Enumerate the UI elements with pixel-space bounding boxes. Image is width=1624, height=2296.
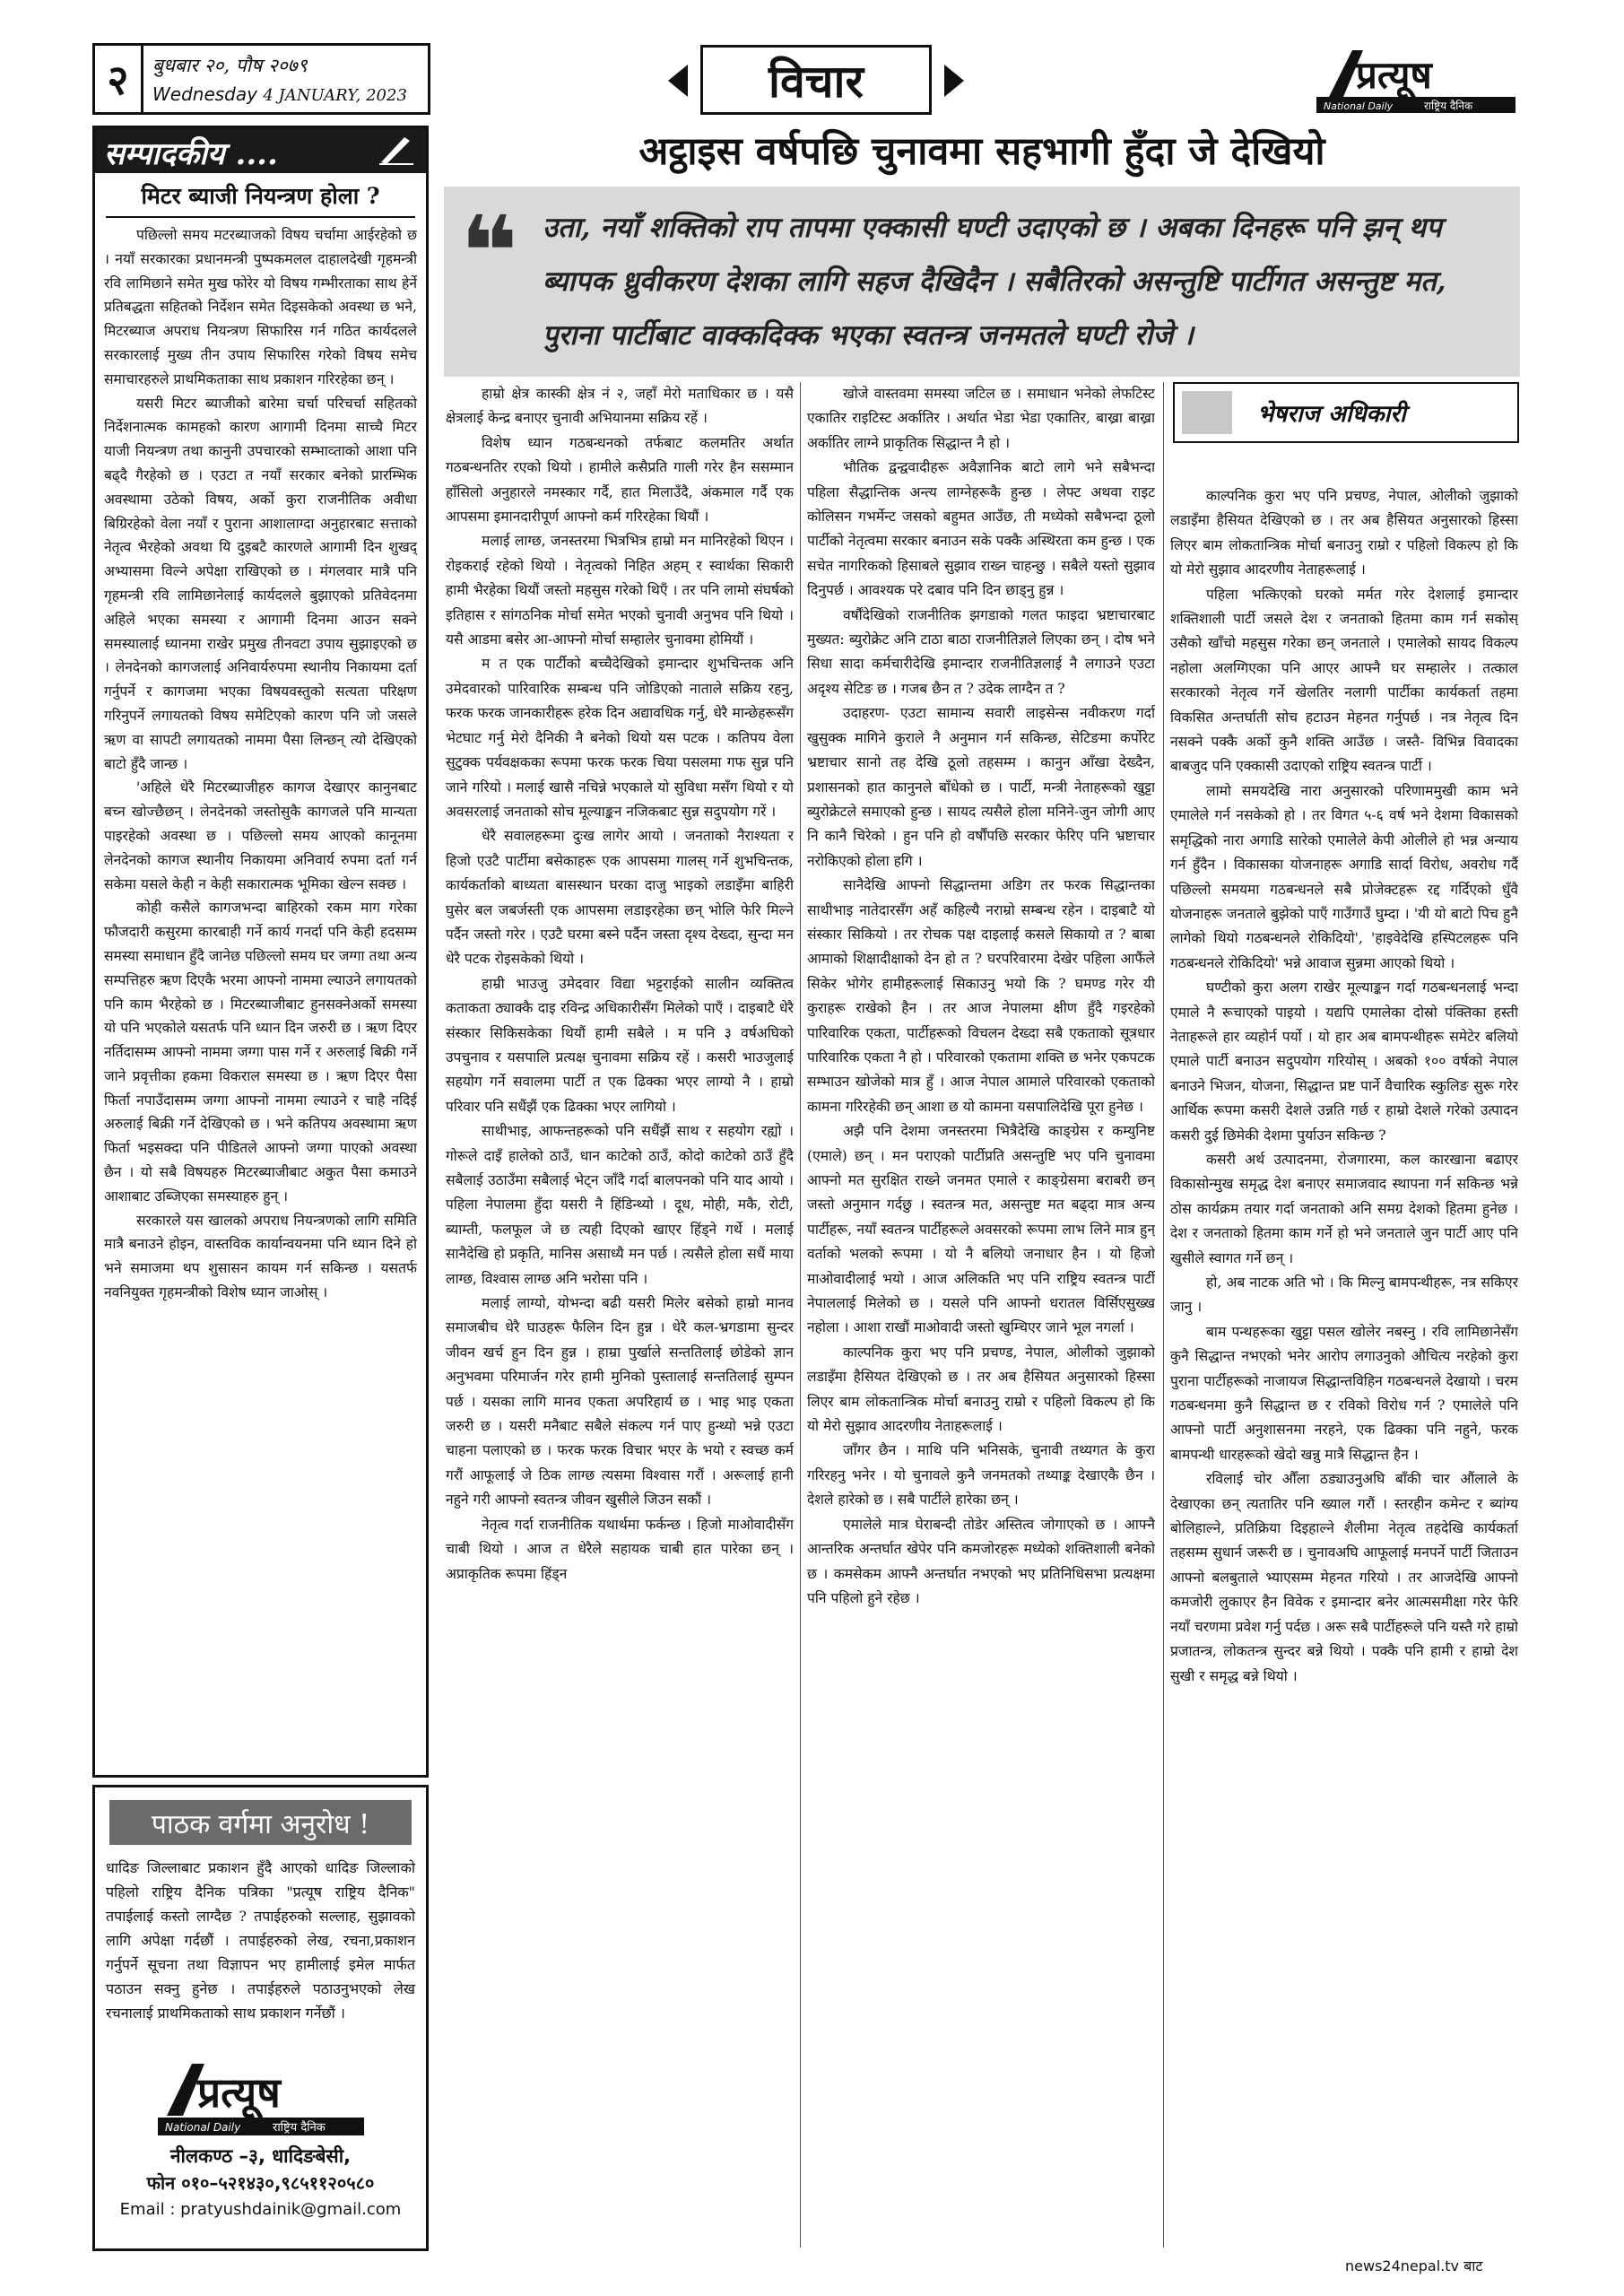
paragraph: मलाई लाग्छ, जनस्तरमा भित्रभित्र हाम्रो मन मानिरहेको थिएन । रोइकराई रहेको थियो । नेतृत्वको निहित अहम् र स्वार्थका सिकारी हामी भैरहेका थियौं जस्तो महसुस गरेको थिएँ । तर पनि लामो संघर्षको इतिहास र सांगठनिक मोर्चा समेत भएको चुनावी अनुभव पनि थियो । यसै आडमा बसेर आ-आफ्नो मोर्चा सम्हालेर चुनावमा होमियौं ।	[446, 533, 794, 648]
address: नीलकण्ठ –३, धादिङबेसी,	[169, 2145, 352, 2167]
article-column-2	[807, 382, 1155, 2248]
paragraph: खोजे वास्तवमा समस्या जटिल छ । समाधान भनेको लेफटिस्ट एकातिर राइटिस्ट अर्कातिर । अर्थात भेडा भेडा एकातिर, बाख्रा बाख्रा अर्कातिर लाग्ने प्राकृतिक सिद्धान्त नै हो ।	[807, 386, 1155, 451]
contact-info	[104, 2143, 417, 2223]
paragraph: हाम्री भाउजु उमेदवार विद्या भट्टराईको सालीन व्यक्तित्व कताकता ठ्याक्कै दाइ रविन्द्र अधिकारीसँग मिलेको पाएँ । दाइबाटै धेरै संस्कार सिकिसकेका थियौं हामी सबैले । म पनि ३ वर्षअघिको उपचुनाव र यसपालि प्रत्यक्ष चुनावमा सक्रिय रहें । कसरी भाउजुलाई सहयोग गर्ने सवालमा पार्टी त एक ढिक्का भएर लाग्यो नै । हाम्रो परिवार पनि सधैंझैं एक ढिक्का भएर लागियो ।	[446, 975, 794, 1115]
paragraph: मलाई लाग्यो, योभन्दा बढी यसरी मिलेर बसेको हाम्रो मानव समाजबीच धेरै घाउहरू फैलिन दिन हुन्न । धेरै कल-भ्रगडामा सुन्दर जीवन खर्च हुन दिन हुन्न । हाम्रा पुर्खाले सन्ततिलाई छोडेको ज्ञान अनुभवमा परिमार्जन गरेर हामी मुनिको पुस्तालाई सन्ततिलाई सुम्पन पर्छ । यसका लागि मानव एकता अपरिहार्य छ । भाइ भाइ एकता जरुरी छ । यसरी मनैबाट सबैले संकल्प गर्न पाए हुन्थ्यो भन्ने एउटा चाहना पलाएको छ । फरक फरक विचार भएर के भयो र स्वच्छ कर्म गरौं आफूलाई जे ठिक लाग्छ त्यसमा विश्वास गरौं । अरूलाई हानी नहुने गरी आफ्नो स्वतन्त्र जीवन खुसीले जिउन सकौं ।	[446, 1295, 794, 1509]
logo-name: प्रत्यूष	[1356, 53, 1432, 97]
phone: फोन ०१०–५२१४३०,९८५११२०५८०	[146, 2172, 375, 2194]
logo-tag-en: National Daily	[1324, 100, 1394, 112]
editorial-heading	[95, 128, 426, 173]
author-photo	[1182, 391, 1232, 434]
column-divider	[800, 382, 801, 2248]
section-title: विचार	[700, 45, 932, 115]
paragraph: पछिल्लो समय मटरब्याजको विषय चर्चामा आईरहेको छ । नयाँ सरकारका प्रधानमन्त्री पुष्पकमलल दाहालदेखी गृहमन्त्री रवि लामिछाने समेत मुख फोरेर यो विषय गम्भीरताका साथ हेर्ने प्रतिबद्धता सहितको निर्देशन समेत दिइसकेको अवस्था छ भने, मिटरब्याज अपराध नियन्त्रण सिफारिस गर्न गठित कार्यदलले सरकारलाई मुख्य तीन उपाय सिफारिस गरेको विषय समेच समाचारहरुले प्राथमिकताका साथ प्रकाशन गरिरहेका छन् ।	[104, 227, 417, 387]
paragraph: हो, अब नाटक अति भो । कि मिल्नु बामपन्थीहरू, नत्र सकिएर जानु ।	[1170, 1274, 1518, 1316]
paragraph: सानैदेखि आफ्नो सिद्धान्तमा अडिग तर फरक सिद्धान्तका साथीभाइ नातेदारसँग अहँ कहिल्यै नराम्रो सम्बन्ध रहेन । दाइबाटै यो संस्कार सिकियो । तर रोचक पक्ष दाइलाई कसले सिकायो त ? बाबा आमाको शिक्षादीक्षाको देन हो त ? घरपरिवारमा देखेर पहिला आफैंले सिकेर भोगेर हामीहरूलाई सिकाउनु भयो कि ? घमण्ड गरेर यी कुराहरू राखेको हैन । तर आज नेपालमा क्षीण हुँदै गइरहेको पारिवारिक एकता, पार्टीहरूको विचलन देख्दा सबै एकताको सूत्रधार पारिवारिक एकता नै हो । परिवारको एकतामा शक्ति छ भनेर एकपटक सम्भाउन खोजेको मात्र हुँ । आज नेपाल आमाले परिवारको एकताको कामना गरिरहेकी छन् आशा छ यो कामना यसपालिदेखि पूरा हुनेछ ।	[807, 877, 1155, 1115]
quote-icon: ❝	[460, 195, 518, 309]
paragraph: धेरै सवालहरूमा दुःख लागेर आयो । जनताको नैराश्यता र हिजो एउटै पार्टीमा बसेकाहरू एक आपसमा गालस् गर्ने शुभचिन्तक, कार्यकर्ताको बाध्यता बासस्थान घरका दाजु भाइको लडाइँमा बाहिरी घुसेर बल जबर्जस्ती एक आपसमा लडाइरहेका छन् भोलि फेरि मिल्ने पर्दैन जस्तो गरेर । एउटै घरमा बस्ने पर्दैन जस्ता दृश्य देख्दा, सुन्दा मन धेरै पटक रोइसकेको थियो ।	[446, 828, 794, 968]
reader-request-heading: पाठक वर्गमा अनुरोध !	[109, 1800, 412, 1845]
paragraph: काल्पनिक कुरा भए पनि प्रचण्ड, नेपाल, ओलीको जुझाको लडाइँमा हैसियत देखिएको छ । तर अब हैसियत अनुसारको हिस्सा लिएर बाम लोकतान्त्रिक मोर्चा बनाउनु राम्रो र पहिलो विकल्प हो कि यो मेरो सुझाव आदरणीय नेताहरूलाई ।	[807, 1344, 1155, 1435]
section-header	[668, 45, 964, 115]
paragraph: नेतृत्व गर्दा राजनीतिक यथार्थमा फर्कन्छ । हिजो माओवादीसँग चाबी थियो । आज त धेरैले सहायक चाबी हात पारेका छन् । अप्राकृतिक रूपमा हिंड्न	[446, 1516, 794, 1582]
author-byline	[1173, 382, 1519, 443]
weekday: Wednesday	[152, 83, 257, 105]
date-english	[152, 80, 419, 110]
pull-quote	[444, 187, 1520, 377]
email-link[interactable]: Email : pratyushdainik@gmail.com	[119, 2200, 402, 2219]
editorial-heading-text: सम्पादकीय ....	[104, 136, 278, 172]
date-en-value: 4 JANUARY, 2023	[263, 86, 407, 105]
reader-request-text: धादिङ जिल्लाबाट प्रकाशन हुँदै आएको धादिङ जिल्लाको पहिलो राष्ट्रिय दैनिक पत्रिका "प्रत्यूष राष्ट्रिय दैनिक" तपाईलाई कस्तो लाग्दैछ ? तपाईहरुको सल्लाह, सुझावको लागि अपेक्षा गर्दछौं । तपाईहरुको लेख, रचना,प्रकाशन गर्नुपर्ने सूचना तथा विज्ञापन भए हामीलाई इमेल मार्फत पठाउन सक्नु हुनेछ । तपाईहरुले पठाउनुभएको लेख रचनालाई प्राथमिकताको साथ प्रकाशन गर्नेछौं ।	[106, 1859, 415, 2022]
paragraph: कोही कसैले कागजभन्दा बाहिरको रकम माग गरेका फौजदारी कसुरमा कारबाही गर्ने कार्य गनर्दा पनि केही हदसम्म समस्या समाधान हुँदै जानेछ पछिल्लो समय घर जग्गा तथा अन्य सम्पत्तिहरु ऋण दिएकै भरमा आफ्नो नाममा ल्याउने लगायतको पनि काम भैरहेको छ । मिटरब्याजीबाट हुनसक्नेअर्को समस्या यो पनि भएकोले यसतर्फ पनि ध्यान दिन जरुरी छ । ऋण दिएर नर्तिदासम्म आफ्नो नाममा जग्गा पास गर्ने र अरुलाई बिक्री गर्ने जाने प्रवृत्तीका हकमा विकराल समस्या छ । ऋण दिएर पैसा फिर्ता नपाउँदासम्म जग्गा आफ्नो नाममा ल्याउने र चाहै नदिई अरुलाई बिक्री गर्ने देखिएको छ । भने कतिपय अवस्थामा ऋण फिर्ता भइसक्दा पनि पीडितले आफ्नो जग्गा पाएको अवस्था छैन । यो सबै विषयहरु मिटरब्याजीबाट अकुत पैसा कमाउने आशाबाट उब्जिएका समस्याहरु हुन् ।	[104, 900, 417, 1205]
paragraph: उदाहरण- एउटा सामान्य सवारी लाइसेन्स नवीकरण गर्दा खुसुक्क मागिने कुराले नै अनुमान गर्न सकिन्छ, सेटिङमा कर्पोरेट भ्रष्टाचार सानो तह देखि ठूलो तहसम्म । कानुन आँखा देख्दैन, प्रशासनको हात कानुनले बाँधेको छ । पार्टी, मन्त्री नेताहरूको खुट्टा ब्युरोक्रेटले समाएको हुन्छ । सायद त्यसैले होला मनिने-जुन जोगी आए नि कानै चिरेको । हुन पनि हो वर्षौंपछि सरकार फेरिए पनि भ्रष्टाचार नरोकिएको होला हगि ।	[807, 705, 1155, 869]
logo-name: प्रत्यूष	[197, 2068, 281, 2117]
editorial-column	[92, 126, 429, 1778]
logo-tag-np: राष्ट्रिय दैनिक	[273, 2121, 326, 2135]
logo-tag-en: National Daily	[165, 2121, 241, 2134]
left-arrow-icon	[668, 65, 688, 97]
paragraph: एमालेले मात्र घेराबन्दी तोडेर अस्तित्व जोगाएको छ । आफ्नै आन्तरिक अन्तर्घात खेपेर पनि कमजोरहरू मध्येको शक्तिशाली बनेको छ । कमसेकम आफ्नै अन्तर्घात नभएको भए प्रतिनिधिसभा प्रत्यक्षमा पनि पहिलो हुने रहेछ ।	[807, 1516, 1155, 1606]
paragraph: बाम पन्थहरूका खुट्टा पसल खोलेर नबस्नु । रवि लामिछानेसँग कुनै सिद्धान्त नभएको भनेर आरोप लगाउनुको औचित्य नरहेको कुरा पुराना पार्टीहरूको नाजायज सिद्धान्तविहिन गठबन्धनले देखायो । चरम गठबन्धनमा कुनै सिद्धान्त छ र रविको विरोध गर्न ? एमालेले पनि आफ्नो पार्टी अनुशासनमा नरहने, एक ढिक्का पनि नहुने, फरक बामपन्थी धारहरूको खेदो खन्नु मात्रै सिद्धान्त हैन ।	[1170, 1323, 1518, 1463]
paragraph: घण्टीको कुरा अलग राखेर मूल्याङ्कन गर्दा गठबन्धनलाई भन्दा एमाले नै रूचाएको पाइयो । यद्यपि एमालेका दोस्रो पंक्तिका हस्ती नेताहरूले हार व्यहोर्न पर्यो । यो हार अब बामपन्थीहरू समेटेर बलियो एमाले पार्टी बनाउन सदुपयोग गरियोस् । अबको १०० वर्षको नेपाल बनाउने भिजन, योजना, सिद्धान्त प्रष्ट पार्ने वैचारिक स्कुलिङ सुरू गरेर आर्थिक रूपमा कसरी देशले उन्नति गर्छ र हाम्रो देशले गरेको उत्पादन कसरी दुई छिमेकी देशमा पुर्याउन सकिन्छ ?	[1170, 979, 1518, 1144]
paragraph: हाम्रो क्षेत्र कास्की क्षेत्र नं २, जहाँ मेरो मताधिकार छ । यसै क्षेत्रलाई केन्द्र बनाएर चुनावी अभियानमा सक्रिय रहें ।	[446, 386, 794, 427]
pratyush-logo	[1316, 43, 1515, 115]
date-box	[143, 43, 430, 115]
article-headline: अट्ठाइस वर्षपछि चुनावमा सहभागी हुँदा जे देखियो	[638, 129, 1325, 174]
page-number: २	[92, 43, 143, 115]
author-name: भेषराज अधिकारी	[1257, 401, 1406, 428]
paragraph: कसरी अर्थ उत्पादनमा, रोजगारमा, कल कारखाना बढाएर विकासोन्मुख समृद्ध देश बनाएर समाजवाद स्थापना गर्न सकिन्छ भन्ने ठोस कार्यक्रम तयार गर्दा जनताको अनि समग्र देशको हितमा हुनेछ । देश र जनताको हितमा काम गर्ने हो भने जनताले जुन पार्टी आए पनि खुसीले स्वागत गर्ने छन् ।	[1170, 1151, 1518, 1266]
paragraph: काल्पनिक कुरा भए पनि प्रचण्ड, नेपाल, ओलीको जुझाको लडाइँमा हैसियत देखिएको छ । तर अब हैसियत अनुसारको हिस्सा लिएर बाम लोकतान्त्रिक मोर्चा बनाउनु राम्रो र पहिलो विकल्प हो कि यो मेरो सुझाव आदरणीय नेताहरूलाई ।	[1170, 488, 1518, 578]
paragraph: म त एक पार्टीको बच्चैदेखिको इमान्दार शुभचिन्तक अनि उमेदवारको पारिवारिक सम्बन्ध पनि जोडिएको नाताले सक्रिय रहनु, फरक फरक जानकारीहरू हरेक दिन अद्यावधिक गर्नु, धेरै मान्छेहरूसँग भेटघाट गर्नु मेरो दैनिकी नै बनेको थियो यस पटक । कतिपय वेला सुटुक्क पर्यवक्षकका रूपमा फरक फरक चिया पसलमा गफ सुन्न पनि जाने गरियो । मलाई खासै नचिन्ने भएकाले यो सुविधा मसँग थियो र यो अवसरलाई जनताको सोच मूल्याङ्कन नजिकबाट सुन्न सदुपयोग गरें ।	[446, 656, 794, 820]
article-column-1	[446, 382, 794, 2248]
pen-icon	[378, 134, 413, 166]
reader-request-box	[92, 1785, 429, 2251]
source-credit: news24nepal.tv बाट	[1345, 2257, 1483, 2274]
column-divider	[1163, 382, 1164, 2248]
pull-quote-text: उता, नयाँ शक्तिको राप तापमा एक्कासी घण्टी उदाएको छ । अबका दिनहरू पनि झन् थप ब्यापक ध्रुवीकरण देशका लागि सहज दैखिदैन । सबैतिरको असन्तुष्टि पार्टीगत असन्तुष्ट मत, पुराना पार्टीबाट वाक्कदिक्क भएका स्वतन्त्र जनमतले घण्टी रोजे ।	[543, 212, 1446, 352]
date-nepali: बुधबार २०, पौष २०७९	[152, 55, 308, 76]
logo-tag-np: राष्ट्रिय दैनिक	[1424, 100, 1473, 112]
paragraph: वर्षौंदेखिको राजनीतिक झगडाको गलत फाइदा भ्रष्टाचारबाट मुख्यत: ब्युरोक्रेट अनि टाठा बाठा राजनीतिज्ञले लिएका छन् । दोष भने सिधा सादा कर्मचारीदेखि इमान्दार राजनीतिज्ञलाई नै लगाउने एउटा अदृश्य सेटिङ छ । गजब छैन त ? उदेक लाग्दैन त ?	[807, 606, 1155, 697]
paragraph: भौतिक द्वन्द्ववादीहरू अवैज्ञानिक बाटो लागे भने सबैभन्दा पहिला सैद्धान्तिक अन्त्य लाग्नेहरूकै हुन्छ । लेफ्ट अथवा राइट कोलिसन गभर्मेन्ट जसको बहुमत आउँछ, ती मध्येको सबैभन्दा ठूलो पार्टीको नेतृत्वमा सरकार बनाउन सके पक्कै अस्थिरता कम हुन्छ । एक सचेत नागरिकको हिसाबले सुझाव राख्न चाहन्छु । सबैले यस्तो सुझाव दिनुपर्छ । आवश्यक परे दबाव पनि दिन छाड्नु हुन्न ।	[807, 459, 1155, 599]
paragraph: यसरी मिटर ब्याजीको बारेमा चर्चा परिचर्चा सहितको निर्देशनात्मक कामहको कारण आगामी दिनमा साच्चै मिटर याजी नियन्त्रण तथा कानुनी उपचारको सम्भाव्ताको आशा पनि बढ्दै गैरहेको छ । एउटा त नयाँ सरकार बनेको प्रारम्भिक अवस्थामा उठेको विषय, अर्को कुरा राजनीतिक अवीधा बिग्रिरहेको वेला नयाँ र पुराना आशालाग्दा अनुहारबाट सत्ताको नेतृत्व भैरहेको अवथा यि दुइबटै कारणले आगामी दिन शुखद् अभ्यासमा विल्ने अपेक्षा राखिएको छ । मंगलवार मात्रै पनि गृहमन्त्री रवि लामिछानेलाई कार्यदलले बुझाएको प्रतिवेदनमा अहिले भएका समस्या र आगामी दिनमा आउन सक्ने समस्यालाई ध्यानमा राखेर प्रमुख तीनवटा उपाय सुझाइएको छ । लेनदेनको कागजलाई अनिवार्यरुपमा स्थानीय निकायमा दर्ता गर्नुपर्ने र कागजमा भएका विषयवस्तुको सत्यता परिक्षण गरिनुपर्ने लगायतको विषय समेटिएको कारण पनि जो जसले ऋण वा सापटी लगायतको नाममा पैसा लिन्छन् त्यो देखिएको बाटो हुँदै जान्छ ।	[104, 395, 417, 772]
paragraph: लामो समयदेखि नारा अनुसारको परिणाममुखी काम भने एमालेले गर्न नसकेको हो । तर विगत ५-६ वर्ष भने देशमा विकासको समृद्धिको नारा अगाडि सारेको एमालेले केपी ओलीले हो भन्न अन्याय गर्न हुँदैन । विकासका योजनाहरू अगाडि सार्दा विरोध, अवरोध गर्दै पछिल्लो समयमा गठबन्धनले सबै प्रोजेक्टहरू रद्द गर्दिएको धुँवै योजनाहरू जनताले बुझेको पाएँ गाउँगाउँ घुम्दा । 'यी यो बाटो पिच हुनै लागेको थियो गठबन्धनले रोकिदियो', 'हाइवेदेखि हस्पिटलहरू पनि गठबन्धनले रोकिदियो' भन्ने आवाज सुन्नमा आएको थियो ।	[1170, 782, 1518, 971]
paragraph: अझै पनि देशमा जनस्तरमा भित्रैदेखि काङ्ग्रेस र कम्युनिष्ट (एमाले) छन् । मन पराएको पार्टीप्रति असन्तुष्टि भए पनि चुनावमा आफ्नो मत सुरक्षित राख्ने जनमत एमाले र काङ्ग्रेसमा बराबरी छन् जस्तो अनुमान गर्दछु । स्वतन्त्र मत, असन्तुष्ट मत बढ्दा मात्र अन्य पार्टीहरू, नयाँ स्वतन्त्र पार्टीहरूले अवसरको रूपमा लाभ लिने मात्र हुन् वर्ताको भलको रूपमा । यो नै बलियो जनाधार हैन । यो हिजो माओवादीलाई भयो । आज अलिकति भए पनि राष्ट्रिय स्वतन्त्र पार्टी नेपाललाई मिलेको छ । यसले पनि आफ्नो धरातल विर्सिएसुख्ख नहोला । आशा राखौं माओवादी जस्तो खुम्चिएर जाने भूल नगर्ला ।	[807, 1123, 1155, 1336]
paragraph: 'अहिले धेरै मिटरब्याजीहरु कागज देखाएर कानुनबाट बच्न खोज्छैछन् । लेनदेनको जस्तोसुकै कागजले पनि मान्यता पाइरहेको अवस्था छ । पछिल्लो समय आएको कानूनमा लेनदेनको कागज स्थानीय निकायमा अनिवार्य रुपमा दर्ता गर्न सकेमा यसले केही न केही सकारात्मक भूमिका खेल्न सक्छ ।	[104, 779, 417, 892]
editorial-body	[104, 223, 417, 1773]
paragraph: सरकारले यस खालको अपराध नियन्त्रणको लागि समिति मात्रै बनाउने होइन, वास्तविक कार्यान्वयनमा पनि ध्यान दिने हो भने समाजमा थप शुसासन कायम गर्न सकिन्छ । यसतर्फ नवनियुक्त गृहमन्त्रीको विशेष ध्यान जाओस् ।	[104, 1212, 417, 1301]
article-column-3	[1170, 484, 1518, 2242]
paragraph: पहिला भत्किएको घरको मर्मत गरेर देशलाई इमान्दार शक्तिशाली पार्टी जसले देश र जनताको हितमा काम गर्न सकोस् उसैको खाँचो महसुस गरेका छन् जनताले । एमालेको सायद विकल्प नहोला अलग्गिएका पनि आएर आफ्नै घर सम्हालेर । तत्काल सरकारको नेतृत्व गर्ने खेलतिर नलागी पार्टीका कार्यकर्ता तहमा विकसित अन्तर्घाती सोच हटाउन मेहनत गर्नुपर्छ । नत्र नेतृत्व दिन नसक्ने पक्कै अर्को कुनै शक्ति आउँछ । जस्तै- विभिन्न विवादका बाबजुद पनि एक्कासी उदाएको राष्ट्रिय स्वतन्त्र पार्टी ।	[1170, 586, 1518, 775]
paragraph: विशेष ध्यान गठबन्धनको तर्फबाट कलमतिर अर्थात गठबन्धनतिर रएको थियो । हामीले कसैप्रति गाली गरेर हैन ससम्मान हाँसिलो अनुहारले नमस्कार गर्दै, हात मिलाउँदै, अंकमाल गर्दै एक आपसमा इमानदारीपूर्ण आफ्नो कर्म गरिरहेका थियौं ।	[446, 434, 794, 526]
paragraph: साथीभाइ, आफन्तहरूको पनि सधैंझैं साथ र सहयोग रह्यो । गोरूले दाइँ हालेको ठाउँ, धान काटेको ठाउँ, कोदो काटेको ठाउँ हुँदै सबैलाई उठाउँमा सबैलाई भेट्न जाँदै गर्दा बालपनको पनि याद आयो । पहिला नेपालमा हुँदा यसरी नै हिंडिन्थ्यो । दूध, मोही, मकै, रोटी, ब्याम्ती, फलफूल जे छ त्यही दिएको खाएर हिंड्ने गर्थे । मलाई सानैदेखि हो प्रकृति, मानिस असाध्यै मन पर्छ । त्यसैले होला सधैं माया लाग्छ, विश्वास लाग्छ अनि भरोसा पनि ।	[446, 1123, 794, 1287]
paragraph: जाँगर छैन । माथि पनि भनिसके, चुनावी तथ्यगत के कुरा गरिरहनु भनेर । यो चुनावले कुनै जनमतको तथ्याङ्क देखाएकै छैन । देशले हारेको छ । सबै पार्टीले हारेका छन् ।	[807, 1442, 1155, 1509]
paragraph: रविलाई चोर औँला ठड्याउनुअघि बाँकी चार औंलाले के देखाएका छन् त्यतातिर पनि ख्याल गरौं । स्तरहीन कमेन्ट र ब्यांग्य बोलिहाल्ने, प्रतिक्रिया दिइहाल्ने शैलीमा नेतृत्व तहदेखि कार्यकर्ता तहसम्म सुधार्न जरूरी छ । चुनावअघि आफूलाई मनपर्ने पार्टी जिताउन आफ्नो बलबुताले भ्याएसम्म मेहनत गरियो । तर आजदेखि आफ्नो कमजोरी लुकाएर हैन विवेक र इमान्दार बनेर आत्मसमीक्षा गरेर फेरि नयाँ चरणमा प्रवेश गर्नु पर्दछ । अरू सबै पार्टीहरूले पनि यस्तै गरे हाम्रो प्रजातन्त्र, लोकतन्त्र सुन्दर बन्ने थियो । पक्कै पनि हामी र हाम्रो देश सुखी र समृद्ध बन्ने थियो ।	[1170, 1471, 1518, 1684]
pratyush-logo	[158, 2057, 364, 2137]
editorial-title: मिटर ब्याजी नियन्त्रण होला ?	[106, 180, 415, 218]
right-arrow-icon	[944, 65, 964, 97]
